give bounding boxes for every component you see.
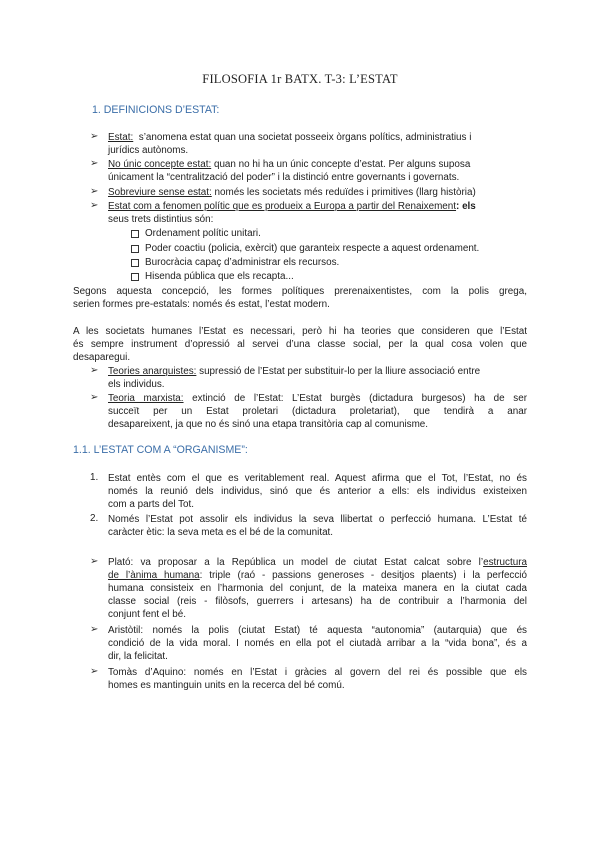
list-number: 1. [90,472,99,483]
definition-fenomen: Estat com a fenomen polític que es produeix a Europa a partir del Renaixement: els [108,201,476,212]
definition-estat-cont: jurídics autònoms. [108,145,189,156]
checkbox-bullet-icon [131,245,139,253]
paragraph-line: serien formes pre-estatals: només és estat, l’estat modern. [73,299,330,310]
list-number: 2. [90,513,99,524]
definition-fenomen-cont: seus trets distintius són: [108,214,214,225]
plato-line: classe social (reis - filòsofs, guerrers i artesans) ha de contribuir a l’harmonia del [108,596,527,607]
numbered-item-line: com a parts del Tot. [108,499,194,510]
definition-no-unic: No únic concepte estat: quan no hi ha un únic concepte d’estat. Per alguns suposa [108,159,471,170]
subitem: Poder coactiu (policia, exèrcit) que garanteix respecte a aquest ordenament. [145,243,480,254]
paragraph-line: és sempre instrument d’opressió al servei d’una classe social, per la qual cosa volen que [73,339,527,350]
arrow-bullet-icon: ➢ [90,556,99,567]
checkbox-bullet-icon [131,230,139,238]
paragraph-line: A les societats humanes l’Estat es necessari, però hi ha teories que consideren que l’Estat [73,326,527,337]
numbered-item-line: caràcter ètic: la seva meta es el bé de la comunitat. [108,527,334,538]
arrow-bullet-icon: ➢ [90,392,99,403]
arrow-bullet-icon: ➢ [90,365,99,376]
definition-sobreviure: Sobreviure sense estat: només les societats més reduïdes i primitives (llarg història) [108,187,476,198]
subitem: Burocràcia capaç d’administrar els recursos. [145,257,340,268]
arrow-bullet-icon: ➢ [90,131,99,142]
numbered-item-line: Estat entès com el que es veritablement real. Aquest afirma que el Tot, l’Estat, no és [108,473,527,484]
theory-marxista-cont: desapareixent, ja que no és sinó una etapa transitòria cap al comunisme. [108,419,429,430]
aristotil-line: Aristòtil: només la polis (ciutat Estat) té aquesta “autonomia” (autarquia) que és [108,625,527,636]
arrow-bullet-icon: ➢ [90,186,99,197]
numbered-item-line: Només l’Estat pot assolir els individus la seva llibertat o perfecció humana. L’Estat té [108,514,527,525]
plato-line: Plató: va proposar a la República un model de ciutat Estat calcat sobre l’estructura [108,557,527,568]
checkbox-bullet-icon [131,273,139,281]
aristotil-line: condició de la vida moral. I només en ella pot el ciutadà arribar a la “vida bona”, és a [108,638,527,649]
paragraph-line: Segons aquesta concepció, les formes polítiques prerenaixentistes, com la polis grega, [73,286,527,297]
checkbox-bullet-icon [131,259,139,267]
subitem: Ordenament polític unitari. [145,228,261,239]
plato-line: de l’ànima humana: triple (raó - passions generoses - desitjos plaents) i la perfecció [108,570,527,581]
section-heading-organisme: 1.1. L’ESTAT COM A “ORGANISME”: [73,444,248,456]
paragraph-line: desaparegui. [73,352,131,363]
definition-no-unic-cont: únicament la “centralització del poder” i la distinció entre governants i governats. [108,172,460,183]
aquino-line: Tomàs d’Aquino: només en l’Estat i gràcies al govern del rei és possible que els [108,667,527,678]
plato-line: humana consisteix en l’harmonia del conjunt, de la mateixa manera en la ciutat cada [108,583,527,594]
numbered-item-line: només la reunió dels individus, sinó que és anterior a ells: els individus existeixen [108,486,527,497]
theory-anarquistes: Teories anarquistes: supressió de l’Estat per substituir-lo per la lliure associació entre [108,366,481,377]
theory-marxista: Teoria marxista: extinció de l’Estat: L’Estat burgès (dictadura burgesos) ha de ser [108,393,527,404]
aristotil-line: dir, la felicitat. [108,651,168,662]
document-title: FILOSOFIA 1r BATX. T-3: L’ESTAT [202,72,398,86]
arrow-bullet-icon: ➢ [90,624,99,635]
theory-anarquistes-cont: els individus. [108,379,165,390]
theory-marxista-cont: succeït per un Estat proletari (dictadura proletariat), que tendirà a anar [108,406,527,417]
section-heading-definicions: 1. DEFINICIONS D’ESTAT: [92,104,220,116]
subitem: Hisenda pública que els recapta... [145,271,294,282]
arrow-bullet-icon: ➢ [90,666,99,677]
arrow-bullet-icon: ➢ [90,158,99,169]
plato-line: conjunt fent el bé. [108,609,186,620]
arrow-bullet-icon: ➢ [90,200,99,211]
aquino-line: homes es mantinguin units en la recerca del bé comú. [108,680,345,691]
definition-estat: Estat: s’anomena estat quan una societat posseeix òrgans polítics, administratius i [108,132,472,143]
